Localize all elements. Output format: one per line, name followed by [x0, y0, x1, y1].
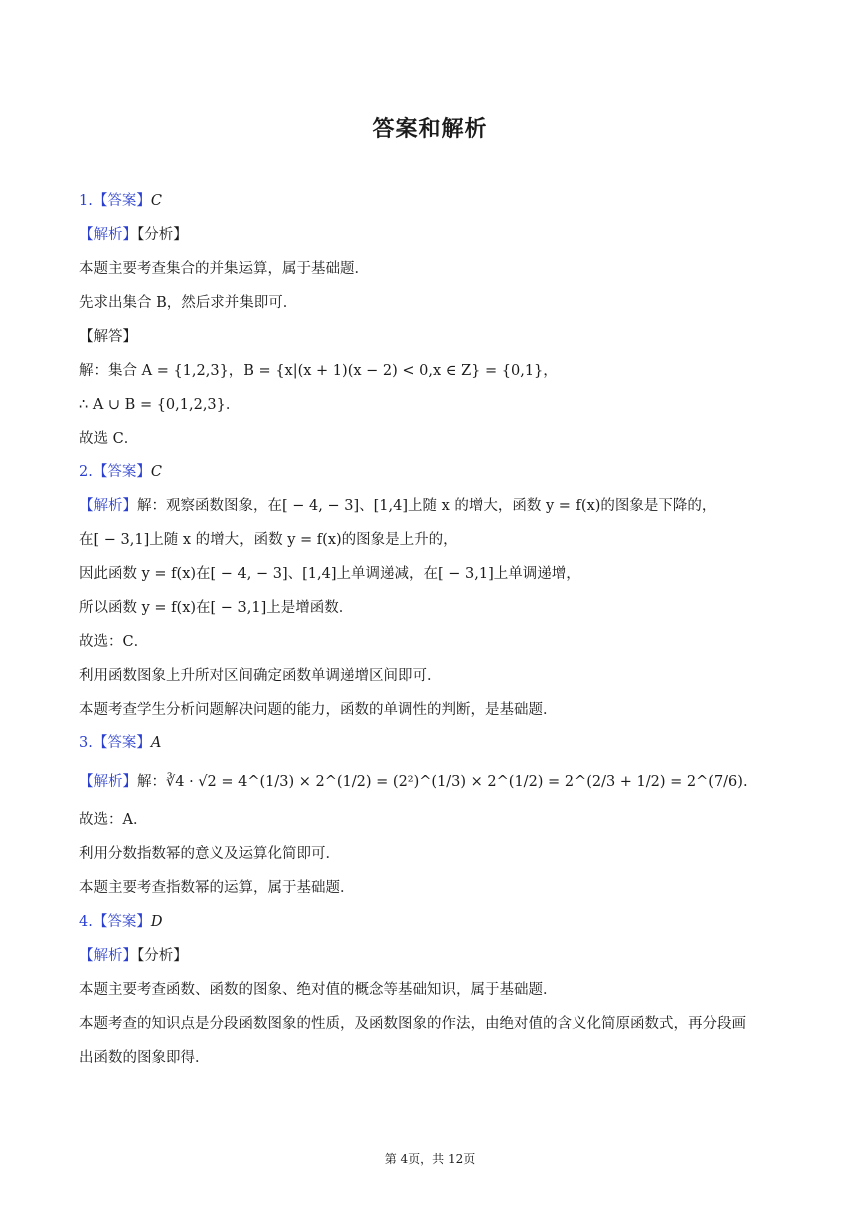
q2-number: 2.	[79, 464, 93, 480]
q3-formula: ∛4 · √2 = 4^(1/3) × 2^(1/2) = (2²)^(1/3) × 2^(1/2) = 2^(2/3 + 1/2) = 2^(7/6).	[166, 774, 748, 790]
q1-line3: 解：集合 A = {1,2,3}，B = {x|(x + 1)(x − 2) < 0,x ∈ Z} = {0,1}，	[79, 363, 558, 379]
q2-analysis-tag: 【解析】	[79, 498, 137, 514]
q4-number: 4.	[79, 914, 93, 930]
q1-analysis-header	[79, 226, 188, 244]
q1-analysis-tag: 【解析】	[79, 227, 137, 243]
q2-answer-line	[79, 463, 162, 481]
q2-analysis-line	[79, 497, 716, 515]
q3-formula-prefix: 解：	[137, 774, 166, 790]
q3-line2: 利用分数指数幂的意义及运算化简即可．	[79, 846, 340, 862]
q4-line2: 本题考查的知识点是分段函数图象的性质，及函数图象的作法，由绝对值的含义化简原函数式，再分段画	[79, 1016, 746, 1032]
q2-line1: 解：观察函数图象，在[ − 4, − 3]、[1,4]上随 x 的增大，函数 y = f(x)的图象是下降的，	[137, 498, 717, 514]
q2-line6: 利用函数图象上升所对区间确定函数单调递增区间即可．	[79, 668, 442, 684]
q4-analysis-header	[79, 947, 188, 965]
q3-number: 3.	[79, 735, 93, 751]
q1-number: 1.	[79, 193, 93, 209]
q4-line1: 本题主要考查函数、函数的图象、绝对值的概念等基础知识，属于基础题．	[79, 982, 558, 998]
q4-answer-tag: 【答案】	[92, 914, 151, 930]
q1-answer: C	[150, 193, 162, 209]
q1-line4: ∴ A ∪ B = {0,1,2,3}．	[79, 397, 241, 413]
q3-answer-line	[79, 734, 161, 752]
q1-sub-tag: 【分析】	[137, 227, 188, 243]
q3-line1: 故选：A．	[79, 812, 148, 828]
q1-line5: 故选 C．	[79, 431, 139, 447]
q1-answer-tag: 【答案】	[92, 193, 151, 209]
q4-sub-tag: 【分析】	[137, 948, 188, 964]
q2-line4: 所以函数 y = f(x)在[ − 3,1]上是增函数．	[79, 600, 354, 616]
q1-answer-line	[79, 192, 162, 210]
q2-line7: 本题考查学生分析问题解决问题的能力，函数的单调性的判断，是基础题．	[79, 702, 558, 718]
q2-answer-tag: 【答案】	[92, 464, 151, 480]
q3-answer: A	[150, 735, 162, 751]
q1-solve-tag: 【解答】	[79, 329, 137, 345]
q4-answer: D	[150, 914, 163, 930]
page-title: 答案和解析	[372, 117, 488, 142]
q2-line3: 因此函数 y = f(x)在[ − 4, − 3]、[1,4]上单调递减，在[ − 3,1]上单调递增，	[79, 566, 581, 582]
page-footer: 第 4页，共 12页	[384, 1152, 476, 1166]
q4-line3: 出函数的图象即得．	[79, 1050, 210, 1066]
q2-line2: 在[ − 3,1]上随 x 的增大，函数 y = f(x)的图象是上升的，	[79, 532, 458, 548]
q3-analysis-line	[79, 773, 748, 791]
q4-answer-line	[79, 913, 162, 931]
q2-line5: 故选：C．	[79, 634, 149, 650]
q1-line1: 本题主要考查集合的并集运算，属于基础题．	[79, 261, 369, 277]
q3-analysis-tag: 【解析】	[79, 774, 137, 790]
q2-answer: C	[150, 464, 162, 480]
q1-line2: 先求出集合 B，然后求并集即可．	[79, 295, 298, 311]
q3-line3: 本题主要考查指数幂的运算，属于基础题．	[79, 880, 355, 896]
q3-answer-tag: 【答案】	[92, 735, 151, 751]
q4-analysis-tag: 【解析】	[79, 948, 137, 964]
